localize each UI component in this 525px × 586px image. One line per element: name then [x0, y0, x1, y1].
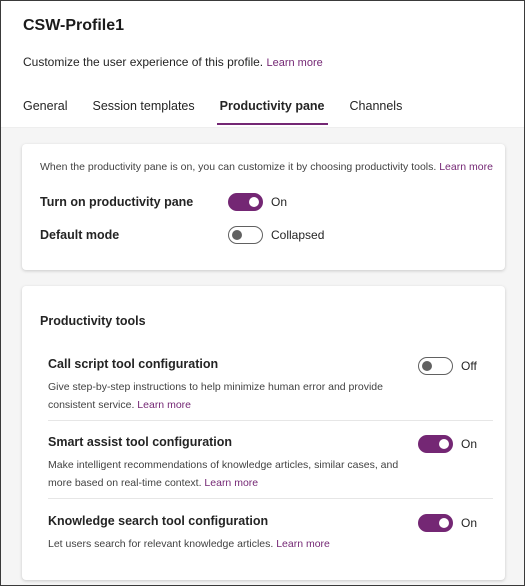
call-script-tool-title: Call script tool configuration	[48, 357, 219, 371]
page-description	[23, 55, 323, 69]
tab-productivity-pane[interactable]: Productivity pane	[220, 97, 325, 125]
call-script-toggle[interactable]	[418, 357, 453, 375]
default-mode-toggle[interactable]	[228, 226, 263, 244]
knowledge-search-learn-more-link[interactable]: Learn more	[276, 538, 330, 550]
toggle-knob	[232, 230, 242, 240]
default-mode-setting	[228, 226, 324, 244]
pane-learn-more-link[interactable]: Learn more	[439, 161, 493, 173]
call-script-setting	[418, 357, 477, 375]
smart-assist-state: On	[461, 437, 478, 451]
page-title: CSW-Profile1	[23, 17, 125, 34]
knowledge-search-tool-title: Knowledge search tool configuration	[48, 514, 269, 528]
call-script-state: Off	[461, 359, 477, 373]
smart-assist-toggle[interactable]	[418, 435, 453, 453]
tab-channels[interactable]: Channels	[349, 99, 403, 113]
turn-on-pane-label: Turn on productivity pane	[40, 195, 194, 209]
page-learn-more-link[interactable]: Learn more	[266, 57, 323, 69]
knowledge-search-setting	[418, 514, 477, 532]
productivity-pane-card	[22, 144, 505, 270]
toggle-knob	[422, 361, 432, 371]
smart-assist-tool-description	[48, 456, 408, 492]
smart-assist-learn-more-link[interactable]: Learn more	[204, 477, 259, 489]
smart-assist-tool-title: Smart assist tool configuration	[48, 435, 233, 449]
tab-session-templates[interactable]: Session templates	[92, 99, 195, 113]
productivity-tools-card	[22, 286, 505, 580]
pane-intro-text: When the productivity pane is on, you can customize it by choosing productivity tools.	[40, 161, 437, 173]
smart-assist-setting	[418, 435, 477, 453]
toggle-knob	[439, 518, 449, 528]
tool-divider	[48, 420, 493, 421]
pane-intro	[40, 161, 493, 173]
tab-bar	[23, 97, 427, 125]
smart-assist-tool-description-text: Make intelligent recommendations of knowledge articles, similar cases, and more based on real-time context.	[48, 459, 399, 489]
toggle-knob	[249, 197, 259, 207]
tool-divider	[48, 498, 493, 499]
knowledge-search-toggle[interactable]	[418, 514, 453, 532]
default-mode-label: Default mode	[40, 228, 120, 242]
knowledge-search-state: On	[461, 516, 478, 530]
knowledge-search-tool-description-text: Let users search for relevant knowledge articles.	[48, 538, 274, 550]
call-script-learn-more-link[interactable]: Learn more	[137, 399, 191, 411]
call-script-tool-description-text: Give step-by-step instructions to help minimize human error and provide consistent service.	[48, 381, 383, 411]
turn-on-pane-state: On	[271, 195, 288, 209]
tab-general[interactable]: General	[23, 99, 68, 113]
knowledge-search-tool-description	[48, 535, 408, 553]
turn-on-pane-setting	[228, 193, 287, 211]
toggle-knob	[439, 439, 449, 449]
turn-on-pane-toggle[interactable]	[228, 193, 263, 211]
page-description-text: Customize the user experience of this profile.	[23, 55, 264, 69]
default-mode-state: Collapsed	[271, 228, 325, 242]
productivity-tools-title: Productivity tools	[40, 314, 146, 328]
call-script-tool-description	[48, 378, 408, 414]
